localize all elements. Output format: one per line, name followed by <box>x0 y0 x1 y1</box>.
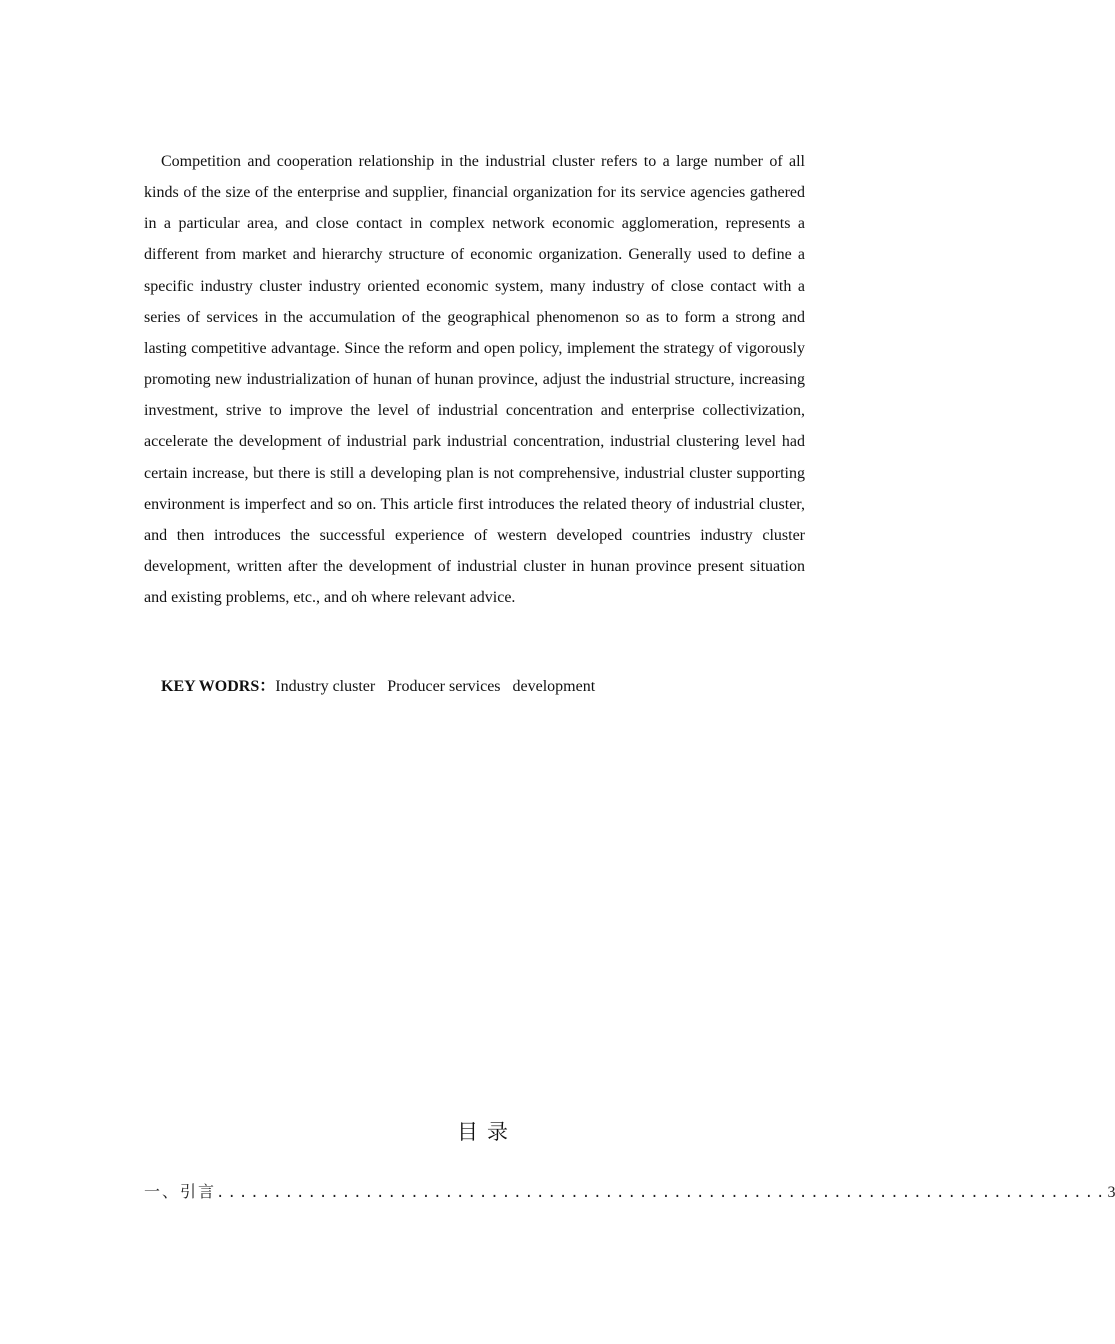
keyword-item: Producer services <box>387 678 501 695</box>
keywords-line <box>161 675 607 699</box>
toc-title: 目录 <box>457 1120 517 1144</box>
abstract-paragraph: Competition and cooperation relationship in the industrial cluster refers to a large number of all kinds of the size of the enterprise and supplier, financial organization for its service agencies gathered in a particular area, and close contact in complex network economic agglomeration, represents a different from market and hierarchy structure of economic organization. Generally used to define a specific industry cluster industry oriented economic system, many industry of close contact with a series of services in the accumulation of the geographical phenomenon so as to form a strong and lasting competitive advantage. Since the reform and open policy, implement the strategy of vigorously promoting new industrialization of hunan of hunan province, adjust the industrial structure, increasing investment, strive to improve the level of industrial concentration and enterprise collectivization, accelerate the development of industrial park industrial concentration, industrial clustering level had certain increase, but there is still a developing plan is not comprehensive, industrial cluster supporting environment is imperfect and so on. This article first introduces the related theory of industrial cluster, and then introduces the successful experience of western developed countries industry cluster development, written after the development of industrial cluster in hunan province present situation and existing problems, etc., and oh where relevant advice. <box>144 153 805 607</box>
toc-entry-label: 一、引言 <box>144 1182 217 1201</box>
keyword-item: Industry cluster <box>275 678 376 695</box>
keywords-label: KEY WODRS： <box>161 678 276 695</box>
toc-entry-leader: .............................................................................. <box>216 1185 1108 1201</box>
toc-entry[interactable] <box>144 1180 1115 1205</box>
keyword-item: development <box>512 678 596 695</box>
toc-entry-page-number: 3 <box>1107 1184 1115 1201</box>
